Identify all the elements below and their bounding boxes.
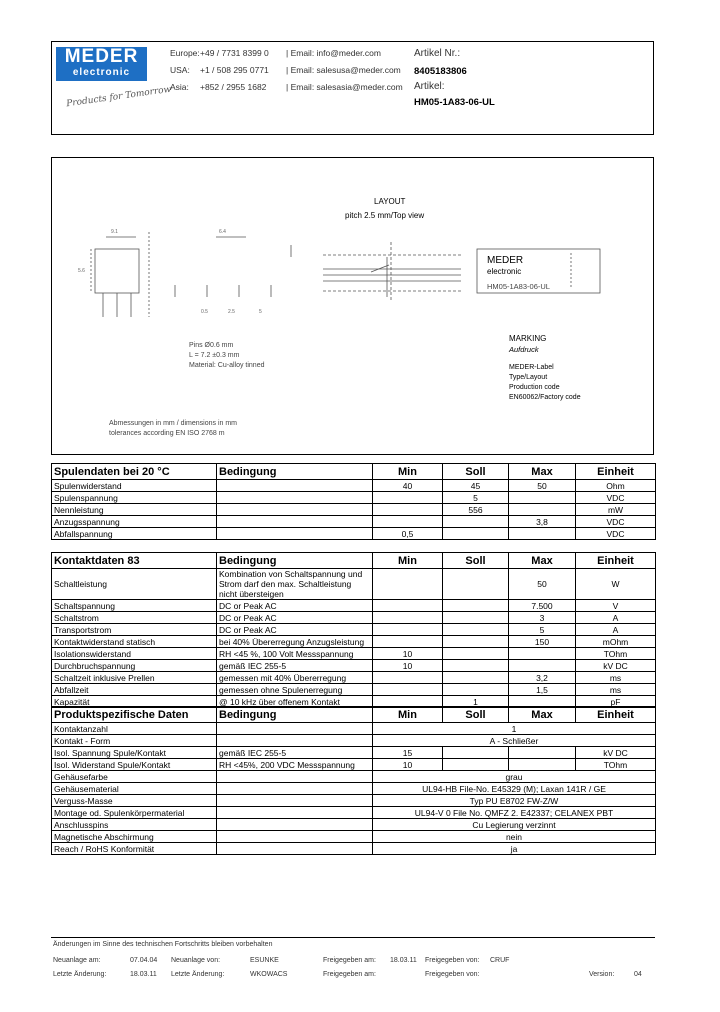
table-cell: pF: [576, 696, 656, 708]
table-cell: [373, 672, 443, 684]
table-row: [52, 600, 656, 612]
table-header-row: [52, 707, 656, 723]
table-cell: gemessen ohne Spulenerregung: [217, 684, 373, 696]
version-value: 04: [634, 971, 642, 978]
contact-email[interactable]: | Email: salesasia@meder.com: [286, 82, 403, 92]
table-cell: Anzugsspannung: [52, 516, 217, 528]
artikel-value: HM05-1A83-06-UL: [414, 97, 495, 108]
table-cell: Transportstrom: [52, 624, 217, 636]
table-cell: [217, 480, 373, 492]
table-row: [52, 612, 656, 624]
table-cell: [217, 831, 373, 843]
marking-line: Production code: [509, 384, 560, 391]
table-cell: 7.500: [509, 600, 576, 612]
table-cell: DC or Peak AC: [217, 600, 373, 612]
table-cell: 10: [373, 759, 443, 771]
column-header: Max: [509, 464, 576, 480]
table-cell: [373, 612, 443, 624]
layout-subtitle: pitch 2.5 mm/Top view: [345, 211, 425, 220]
table-cell: nein: [373, 831, 656, 843]
table-cell: [509, 660, 576, 672]
column-header: Bedingung: [217, 464, 373, 480]
table-row: [52, 648, 656, 660]
version-label: Version:: [589, 971, 615, 978]
dimension-note: Abmessungen in mm / dimensions in mm: [109, 420, 237, 427]
table-cell: [443, 747, 509, 759]
table-cell: Reach / RoHS Konformität: [52, 843, 217, 855]
table-cell: [443, 528, 509, 540]
table-cell: bei 40% Übererregung Anzugsleistung: [217, 636, 373, 648]
contact-phone: +1 / 508 295 0771: [200, 65, 269, 75]
table-cell: [443, 648, 509, 660]
footer-field: Freigegeben von:: [425, 957, 480, 964]
pin-note: L = 7.2 ±0.3 mm: [189, 352, 240, 359]
table-cell: ja: [373, 843, 656, 855]
footer-field: Freigegeben am:: [323, 957, 376, 964]
table-cell: gemäß IEC 255-5: [217, 660, 373, 672]
table-cell: VDC: [576, 528, 656, 540]
table-cell: [217, 723, 373, 735]
svg-text:9.1: 9.1: [111, 229, 118, 235]
table-row: [52, 819, 656, 831]
table-cell: VDC: [576, 492, 656, 504]
table-cell: grau: [373, 771, 656, 783]
slogan-signature: Products for Tomorrow: [65, 84, 172, 110]
table-cell: 40: [373, 480, 443, 492]
column-header: Max: [509, 553, 576, 569]
table-header-row: [52, 464, 656, 480]
table-cell: [217, 807, 373, 819]
meder-logo: [56, 47, 147, 81]
logo-line1: MEDER: [64, 46, 139, 67]
product-data-table: [51, 706, 656, 855]
column-header: Bedingung: [217, 707, 373, 723]
table-cell: Magnetische Abschirmung: [52, 831, 217, 843]
table-row: [52, 480, 656, 492]
table-cell: Abfallzeit: [52, 684, 217, 696]
table-row: [52, 516, 656, 528]
logo-line2: electronic: [72, 67, 131, 78]
dimension-note: tolerances according EN ISO 2768 m: [109, 430, 225, 437]
table-cell: 5: [443, 492, 509, 504]
pin-note: Pins Ø0.6 mm: [189, 342, 234, 349]
table-cell: [443, 759, 509, 771]
table-row: [52, 569, 656, 600]
svg-text:6.4: 6.4: [219, 229, 226, 235]
table-cell: UL94-V 0 File No. QMFZ 2. E42337; CELANEX PBT: [373, 807, 656, 819]
technical-drawing: [51, 157, 654, 455]
contact-phone: +852 / 2955 1682: [200, 82, 267, 92]
table-cell: TOhm: [576, 648, 656, 660]
table-cell: 3: [509, 612, 576, 624]
table-cell: [443, 600, 509, 612]
table-row: [52, 504, 656, 516]
column-header: Kontaktdaten 83: [52, 553, 217, 569]
table-cell: Schaltzeit inklusive Prellen: [52, 672, 217, 684]
column-header: Soll: [443, 464, 509, 480]
table-cell: Kontaktwiderstand statisch: [52, 636, 217, 648]
table-cell: Kombination von Schaltspannung und Strom darf den max. Schaltleistung nicht übersteigen: [217, 569, 373, 600]
table-cell: V: [576, 600, 656, 612]
table-cell: RH <45 %, 100 Volt Messspannung: [217, 648, 373, 660]
table-row: [52, 528, 656, 540]
table-row: [52, 723, 656, 735]
table-cell: Cu Legierung verzinnt: [373, 819, 656, 831]
table-cell: 1,5: [509, 684, 576, 696]
table-row: [52, 807, 656, 819]
table-cell: [373, 504, 443, 516]
table-row: [52, 684, 656, 696]
contact-region: USA:: [170, 65, 190, 75]
table-cell: kV DC: [576, 660, 656, 672]
table-cell: mW: [576, 504, 656, 516]
table-cell: @ 10 kHz über offenem Kontakt: [217, 696, 373, 708]
table-cell: 45: [443, 480, 509, 492]
table-cell: [373, 516, 443, 528]
column-header: Max: [509, 707, 576, 723]
table-cell: [217, 783, 373, 795]
column-header: Produktspezifische Daten: [52, 707, 217, 723]
footer-field: ESUNKE: [250, 957, 279, 964]
footer-field: 18.03.11: [130, 971, 157, 978]
table-cell: [443, 684, 509, 696]
table-row: [52, 747, 656, 759]
table-cell: Kontaktanzahl: [52, 723, 217, 735]
footer-field: Neuanlage von:: [171, 957, 221, 964]
column-header: Soll: [443, 707, 509, 723]
svg-text:5.6: 5.6: [78, 268, 85, 274]
table-cell: [509, 504, 576, 516]
table-cell: [509, 759, 576, 771]
svg-text:5: 5: [259, 309, 262, 315]
table-cell: DC or Peak AC: [217, 612, 373, 624]
pin-note: Material: Cu-alloy tinned: [189, 362, 265, 369]
footer-field: Letzte Änderung:: [53, 971, 107, 978]
table-cell: [509, 648, 576, 660]
layout-title: LAYOUT: [374, 197, 406, 206]
marking-line: MEDER-Label: [509, 364, 554, 371]
contact-email[interactable]: | Email: info@meder.com: [286, 48, 381, 58]
table-row: [52, 795, 656, 807]
table-cell: [217, 843, 373, 855]
contact-region: Europe:: [170, 48, 200, 58]
column-header: Soll: [443, 553, 509, 569]
table-cell: gemessen mit 40% Übererregung: [217, 672, 373, 684]
table-cell: 1: [373, 723, 656, 735]
label-type: HM05-1A83-06-UL: [487, 282, 550, 291]
column-header: Min: [373, 707, 443, 723]
table-row: [52, 492, 656, 504]
table-cell: 3,2: [509, 672, 576, 684]
svg-text:0.5: 0.5: [201, 309, 208, 315]
table-cell: mOhm: [576, 636, 656, 648]
marking-subtitle: Aufdruck: [509, 345, 539, 354]
table-cell: Typ PU E8702 FW-Z/W: [373, 795, 656, 807]
table-cell: DC or Peak AC: [217, 624, 373, 636]
table-cell: RH <45%, 200 VDC Messspannung: [217, 759, 373, 771]
label-brand-sub: electronic: [487, 267, 522, 276]
table-cell: Montage od. Spulenkörpermaterial: [52, 807, 217, 819]
column-header: Min: [373, 464, 443, 480]
table-cell: Kapazität: [52, 696, 217, 708]
table-cell: Anschlusspins: [52, 819, 217, 831]
table-cell: Gehäusefarbe: [52, 771, 217, 783]
table-cell: [443, 672, 509, 684]
table-cell: [373, 624, 443, 636]
table-cell: 3,8: [509, 516, 576, 528]
table-cell: [217, 528, 373, 540]
footer-field: 07.04.04: [130, 957, 158, 964]
table-cell: [443, 516, 509, 528]
table-cell: Schaltstrom: [52, 612, 217, 624]
table-cell: [373, 636, 443, 648]
table-cell: [509, 492, 576, 504]
table-cell: TOhm: [576, 759, 656, 771]
table-cell: A: [576, 624, 656, 636]
footer-rule: [51, 937, 655, 938]
table-cell: Isol. Spannung Spule/Kontakt: [52, 747, 217, 759]
marking-line: Type/Layout: [509, 374, 548, 381]
table-cell: Isolationswiderstand: [52, 648, 217, 660]
footer-field: Freigegeben von:: [425, 971, 480, 978]
table-cell: 50: [509, 569, 576, 600]
table-cell: [217, 516, 373, 528]
table-cell: 5: [509, 624, 576, 636]
svg-text:2.5: 2.5: [228, 309, 235, 315]
table-cell: Abfallspannung: [52, 528, 217, 540]
marking-title: MARKING: [509, 334, 547, 343]
table-cell: [509, 528, 576, 540]
table-row: [52, 759, 656, 771]
table-row: [52, 831, 656, 843]
artikel-nr-value: 8405183806: [414, 66, 467, 77]
table-cell: VDC: [576, 516, 656, 528]
table-row: [52, 783, 656, 795]
contact-email[interactable]: | Email: salesusa@meder.com: [286, 65, 401, 75]
table-cell: 556: [443, 504, 509, 516]
table-cell: 15: [373, 747, 443, 759]
table-row: [52, 735, 656, 747]
footer-field: Letzte Änderung:: [171, 971, 225, 978]
table-cell: Kontakt - Form: [52, 735, 217, 747]
table-cell: Nennleistung: [52, 504, 217, 516]
contact-phone: +49 / 7731 8399 0: [200, 48, 269, 58]
table-cell: [443, 612, 509, 624]
table-row: [52, 660, 656, 672]
column-header: Bedingung: [217, 553, 373, 569]
table-row: [52, 636, 656, 648]
contact-data-table: [51, 552, 656, 708]
table-cell: ms: [576, 684, 656, 696]
contact-region: Asia:: [170, 82, 189, 92]
column-header: Min: [373, 553, 443, 569]
table-cell: [373, 569, 443, 600]
footer-field: WKOWACS: [250, 971, 288, 978]
table-cell: Schaltleistung: [52, 569, 217, 600]
table-cell: [509, 747, 576, 759]
column-header: Einheit: [576, 553, 656, 569]
table-cell: [217, 504, 373, 516]
table-cell: 10: [373, 660, 443, 672]
table-cell: Isol. Widerstand Spule/Kontakt: [52, 759, 217, 771]
table-header-row: [52, 553, 656, 569]
table-cell: 10: [373, 648, 443, 660]
table-row: [52, 624, 656, 636]
table-cell: kV DC: [576, 747, 656, 759]
table-cell: Verguss-Masse: [52, 795, 217, 807]
table-cell: [443, 624, 509, 636]
table-cell: W: [576, 569, 656, 600]
table-cell: [217, 735, 373, 747]
table-cell: Durchbruchspannung: [52, 660, 217, 672]
table-cell: A - Schließer: [373, 735, 656, 747]
table-cell: [443, 660, 509, 672]
table-cell: gemäß IEC 255-5: [217, 747, 373, 759]
marking-line: EN60062/Factory code: [509, 394, 581, 401]
table-cell: A: [576, 612, 656, 624]
column-header: Einheit: [576, 707, 656, 723]
column-header: Spulendaten bei 20 °C: [52, 464, 217, 480]
footer-field: CRUF: [490, 957, 510, 964]
footer-field: Freigegeben am:: [323, 971, 376, 978]
table-cell: UL94-HB File-No. E45329 (M); Laxan 141R / GE: [373, 783, 656, 795]
footer-note: Änderungen im Sinne des technischen Fortschritts bleiben vorbehalten: [53, 941, 273, 948]
table-row: [52, 771, 656, 783]
table-cell: 1: [443, 696, 509, 708]
table-cell: [373, 684, 443, 696]
table-cell: ms: [576, 672, 656, 684]
table-cell: [217, 771, 373, 783]
table-cell: [443, 569, 509, 600]
table-row: [52, 672, 656, 684]
table-cell: Spulenwiderstand: [52, 480, 217, 492]
table-cell: [373, 492, 443, 504]
table-row: [52, 843, 656, 855]
table-cell: [217, 819, 373, 831]
artikel-label: Artikel:: [414, 81, 445, 92]
table-cell: 150: [509, 636, 576, 648]
table-cell: 0,5: [373, 528, 443, 540]
table-cell: 50: [509, 480, 576, 492]
footer-field: Neuanlage am:: [53, 957, 101, 964]
table-cell: Gehäusematerial: [52, 783, 217, 795]
coil-data-table: [51, 463, 656, 540]
footer-field: 18.03.11: [390, 957, 417, 964]
table-cell: [443, 636, 509, 648]
table-cell: Ohm: [576, 480, 656, 492]
table-cell: [373, 600, 443, 612]
table-cell: Schaltspannung: [52, 600, 217, 612]
label-brand: MEDER: [487, 255, 524, 266]
table-cell: [217, 492, 373, 504]
table-cell: [217, 795, 373, 807]
table-cell: Spulenspannung: [52, 492, 217, 504]
column-header: Einheit: [576, 464, 656, 480]
artikel-nr-label: Artikel Nr.:: [414, 48, 461, 59]
